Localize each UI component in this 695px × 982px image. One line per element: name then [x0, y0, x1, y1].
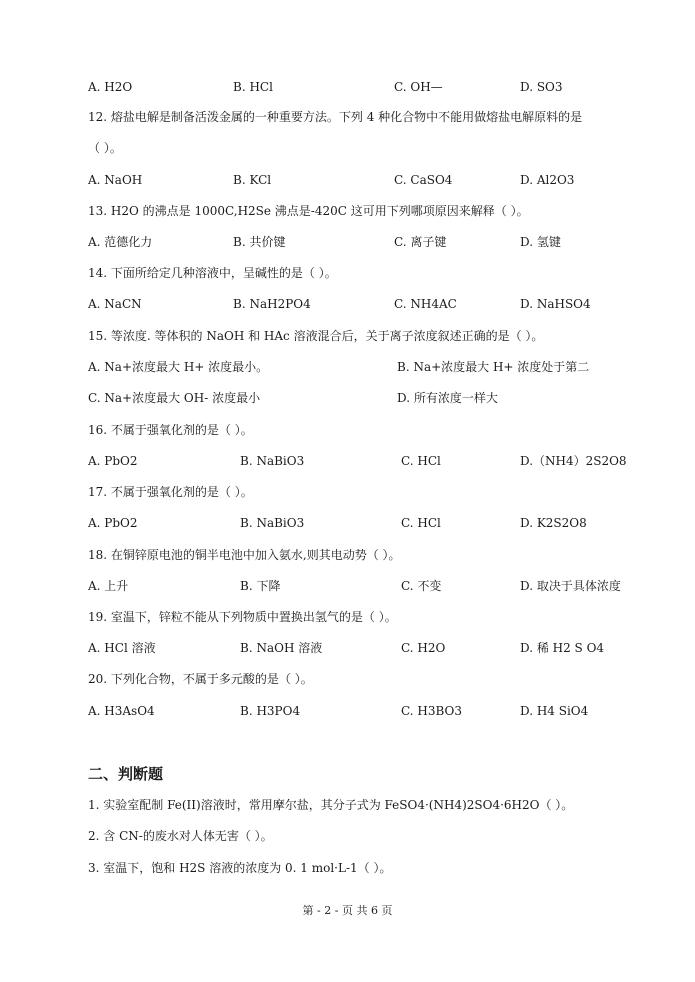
q15-option-d: D. 所有浓度一样大 [397, 391, 498, 405]
q20-stem [0, 669, 695, 689]
q14-stem [0, 263, 695, 283]
q20-option-b: B. H3PO4 [240, 704, 301, 718]
q19-stem-text: 19. 室温下，锌粒不能从下列物质中置换出氢气的是（ ）。 [88, 610, 397, 624]
q16-option-c: C. HCl [401, 454, 441, 468]
tf-item-3-text: 3. 室温下，饱和 H2S 溶液的浓度为 0. 1 mol·L-1（ ）。 [88, 861, 392, 875]
q20-option-c: C. H3BO3 [401, 704, 462, 718]
q11-option-c: C. OH— [394, 80, 443, 94]
q18-option-d: D. 取决于具体浓度 [520, 579, 621, 593]
q15-option-b: B. Na+浓度最大 H+ 浓度处于第二 [397, 360, 590, 374]
q12-option-b: B. KCl [233, 173, 272, 187]
q13-stem [0, 201, 695, 221]
q13-stem-text: 13. H2O 的沸点是 1000C,H2Se 沸点是-420C 这可用下列哪项原因来解释（ ）。 [88, 204, 529, 218]
tf-item-2-text: 2. 含 CN-的废水对人体无害（ ）。 [88, 829, 273, 843]
q18-option-a: A. 上升 [88, 579, 129, 593]
q18-option-b: B. 下降 [240, 579, 281, 593]
q11-option-d: D. SO3 [520, 80, 563, 94]
q13-option-d: D. 氢键 [520, 235, 561, 249]
tf-item-2 [0, 826, 695, 846]
q19-option-b: B. NaOH 溶液 [240, 641, 323, 655]
q14-stem-text: 14. 下面所给定几种溶液中，呈碱性的是（ ）。 [88, 266, 337, 280]
q14-option-c: C. NH4AC [394, 297, 457, 311]
q15-options-row2 [0, 388, 695, 408]
q18-stem-text: 18. 在铜锌原电池的铜半电池中加入氨水,则其电动势（ ）。 [88, 548, 401, 562]
q13-options [0, 232, 695, 252]
q17-option-c: C. HCl [401, 516, 441, 530]
q12-option-d: D. Al2O3 [520, 173, 575, 187]
q13-option-a: A. 范德化力 [88, 235, 153, 249]
q12-stem-line1: 12. 熔盐电解是制备活泼金属的一种重要方法。下列 4 种化合物中不能用做熔盐电解原料的是 [88, 110, 583, 124]
q20-stem-text: 20. 下列化合物，不属于多元酸的是（ ）。 [88, 672, 313, 686]
q17-option-b: B. NaBiO3 [240, 516, 305, 530]
q14-option-a: A. NaCN [88, 297, 142, 311]
q11-options [0, 77, 695, 97]
q11-option-a: A. H2O [88, 80, 133, 94]
q12-stem-line2: （ ）。 [88, 141, 122, 155]
q16-option-b: B. NaBiO3 [240, 454, 305, 468]
q19-option-c: C. H2O [401, 641, 446, 655]
q15-option-a: A. Na+浓度最大 H+ 浓度最小。 [88, 360, 269, 374]
section2-title: 二、判断题 [88, 765, 164, 783]
q12-option-c: C. CaSO4 [394, 173, 453, 187]
q14-options [0, 294, 695, 314]
q17-option-d: D. K2S2O8 [520, 516, 587, 530]
q14-option-d: D. NaHSO4 [520, 297, 591, 311]
q15-stem [0, 326, 695, 346]
q15-stem-text: 15. 等浓度. 等体积的 NaOH 和 HAc 溶液混合后，关于离子浓度叙述正确的是（ ）。 [88, 329, 544, 343]
q16-stem-text: 16. 不属于强氧化剂的是（ ）。 [88, 423, 253, 437]
q20-option-d: D. H4 SiO4 [520, 704, 589, 718]
q18-stem [0, 545, 695, 565]
q13-option-b: B. 共价键 [233, 235, 286, 249]
q17-options [0, 513, 695, 533]
tf-item-1 [0, 795, 695, 815]
q19-stem [0, 607, 695, 627]
q18-options [0, 576, 695, 596]
q16-options [0, 451, 695, 471]
q16-option-d: D.（NH4）2S2O8 [520, 454, 627, 468]
q13-option-c: C. 离子键 [394, 235, 447, 249]
q16-option-a: A. PbO2 [88, 454, 138, 468]
tf-item-1-text: 1. 实验室配制 Fe(II)溶液时，常用摩尔盐，其分子式为 FeSO4·(NH4)2SO4·6H2O（ ）。 [88, 798, 574, 812]
q12-stem [0, 107, 695, 127]
q18-option-c: C. 不变 [401, 579, 442, 593]
page-footer [0, 901, 695, 921]
q11-option-b: B. HCl [233, 80, 273, 94]
q20-option-a: A. H3AsO4 [88, 704, 155, 718]
q20-options [0, 701, 695, 721]
tf-item-3 [0, 858, 695, 878]
q15-options-row1 [0, 357, 695, 377]
q17-stem-text: 17. 不属于强氧化剂的是（ ）。 [88, 485, 253, 499]
q17-stem [0, 482, 695, 502]
q12-options [0, 170, 695, 190]
q19-option-d: D. 稀 H2 S O4 [520, 641, 605, 655]
q12-stem-cont [0, 138, 695, 158]
q16-stem [0, 420, 695, 440]
section2-heading [0, 762, 695, 786]
q19-option-a: A. HCl 溶液 [88, 641, 156, 655]
q15-option-c: C. Na+浓度最大 OH- 浓度最小 [88, 391, 261, 405]
q17-option-a: A. PbO2 [88, 516, 138, 530]
q12-option-a: A. NaOH [88, 173, 143, 187]
q19-options [0, 638, 695, 658]
q14-option-b: B. NaH2PO4 [233, 297, 311, 311]
page-number: 第 - 2 - 页 共 6 页 [302, 904, 393, 917]
